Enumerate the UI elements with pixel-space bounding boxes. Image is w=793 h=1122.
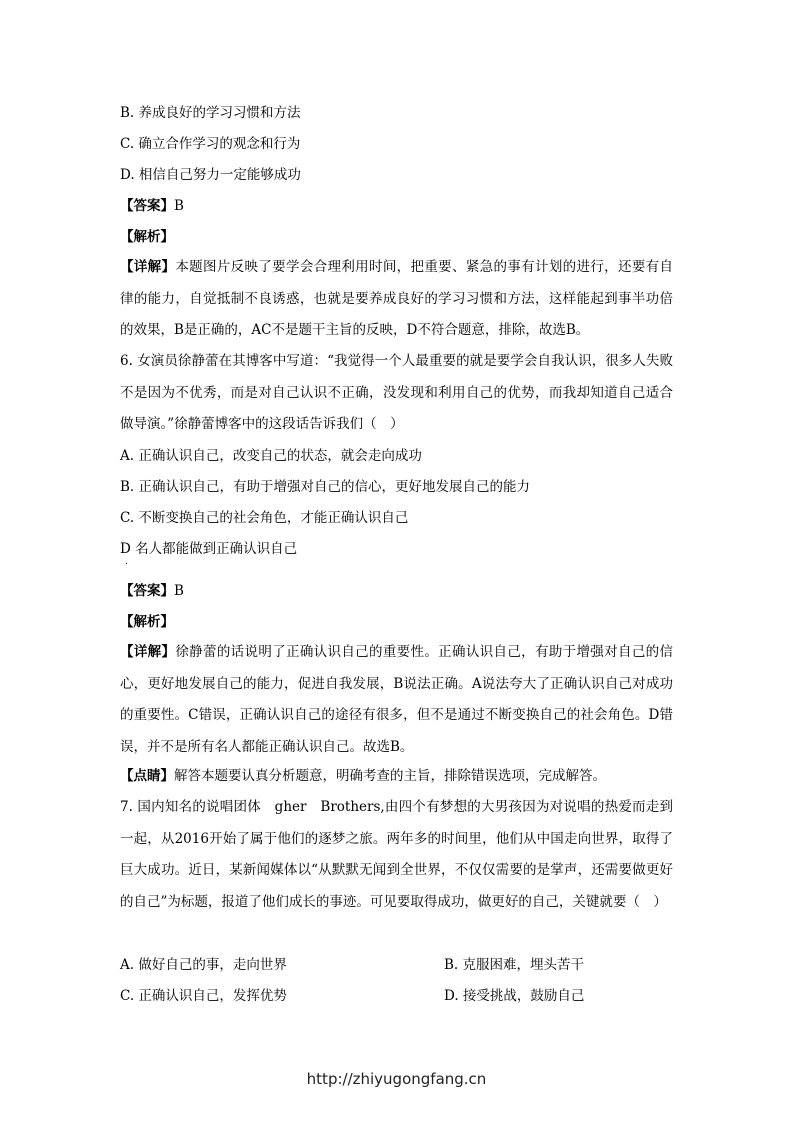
detail-text: 本题图片反映了要学会合理利用时间，把重要、紧急的事有计划的进行，还要有自律的能力，自觉抵制不良诱惑，也就是要养成良好的学习习惯和方法，这样能起到事半功倍的效果，B是正确的，AC不是题干主旨的反映，D不符合题意，排除，故选B。 [120, 259, 674, 338]
q5-option-c: C. 确立合作学习的观念和行为 [120, 136, 301, 152]
q6-option-b: B. 正确认识自己，有助于增强对自己的信心，更好地发展自己的能力 [120, 479, 531, 495]
q6-detail [120, 637, 673, 763]
q6-answer [120, 581, 184, 601]
tips-tag: 【点睛】 [120, 768, 174, 784]
detail-text: 徐静蕾的话说明了正确认识自己的重要性。正确认识自己，有助于增强对自己的信心，更好地发展自己的能力，促进自我发展，B说法正确。A说法夸大了正确认识自己对成功的重要性。C错误，正确认识自己的途径有很多，但不是通过不断变换自己的社会角色。D错误，并不是所有名人都能正确认识自己。故选B。 [120, 644, 674, 755]
tips-text: 解答本题要认真分析题意，明确考查的主旨，排除错误选项，完成解答。 [174, 768, 606, 784]
detail-tag: 【详解】 [120, 259, 176, 275]
answer-value: B [174, 198, 184, 214]
answer-value: B [174, 583, 184, 599]
detail-tag: 【详解】 [120, 644, 176, 660]
stray-dot: . [125, 557, 128, 567]
q6-stem: 6. 女演员徐静蕾在其博客中写道：“我觉得一个人最重要的就是要学会自我认识，很多人失败不是因为不优秀，而是对自己认识不正确，没发现和利用自己的优势，而我却知道自己适合做导演。”徐静蕾博客中的这段话告诉我们（ ） [120, 353, 673, 432]
answer-tag: 【答案】 [120, 583, 174, 599]
footer-url: http://zhiyugongfang.cn [306, 1070, 487, 1088]
q6-tips [120, 766, 606, 786]
answer-tag: 【答案】 [120, 198, 174, 214]
q6-option-c: C. 不断变换自己的社会角色，才能正确认识自己 [120, 510, 409, 526]
q7-option-a: A. 做好自己的事，走向世界 [120, 957, 287, 973]
q7-option-b: B. 克服困难，埋头苦干 [444, 957, 585, 973]
q6-option-a: A. 正确认识自己，改变自己的状态，就会走向成功 [120, 448, 422, 464]
q6-analysis-tag: 【解析】 [120, 614, 174, 630]
q5-analysis-tag: 【解析】 [120, 229, 174, 245]
q7-option-c: C. 正确认识自己，发挥优势 [120, 988, 287, 1004]
q7-option-d: D. 接受挑战，鼓励自己 [444, 988, 585, 1004]
q5-option-d: D. 相信自己努力一定能够成功 [120, 167, 301, 183]
q5-detail [120, 252, 673, 347]
q5-option-b: B. 养成良好的学习习惯和方法 [120, 105, 301, 121]
q5-answer [120, 196, 184, 216]
q6-option-d: D 名人都能做到正确认识自己 [120, 541, 298, 557]
q7-stem: 7. 国内知名的说唱团体 gher Brothers,由四个有梦想的大男孩因为对说唱的热爱而走到一起，从2016开始了属于他们的逐梦之旅。两年多的时间里，他们从中国走向世界，取得了巨大成功。近日，某新闻媒体以“从默默无闻到全世界，不仅仅需要的是掌声，还需要做更好的自己”为标题，报道了他们成长的事迹。可见要取得成功，做更好的自己，关键就要（ ） [120, 799, 673, 910]
